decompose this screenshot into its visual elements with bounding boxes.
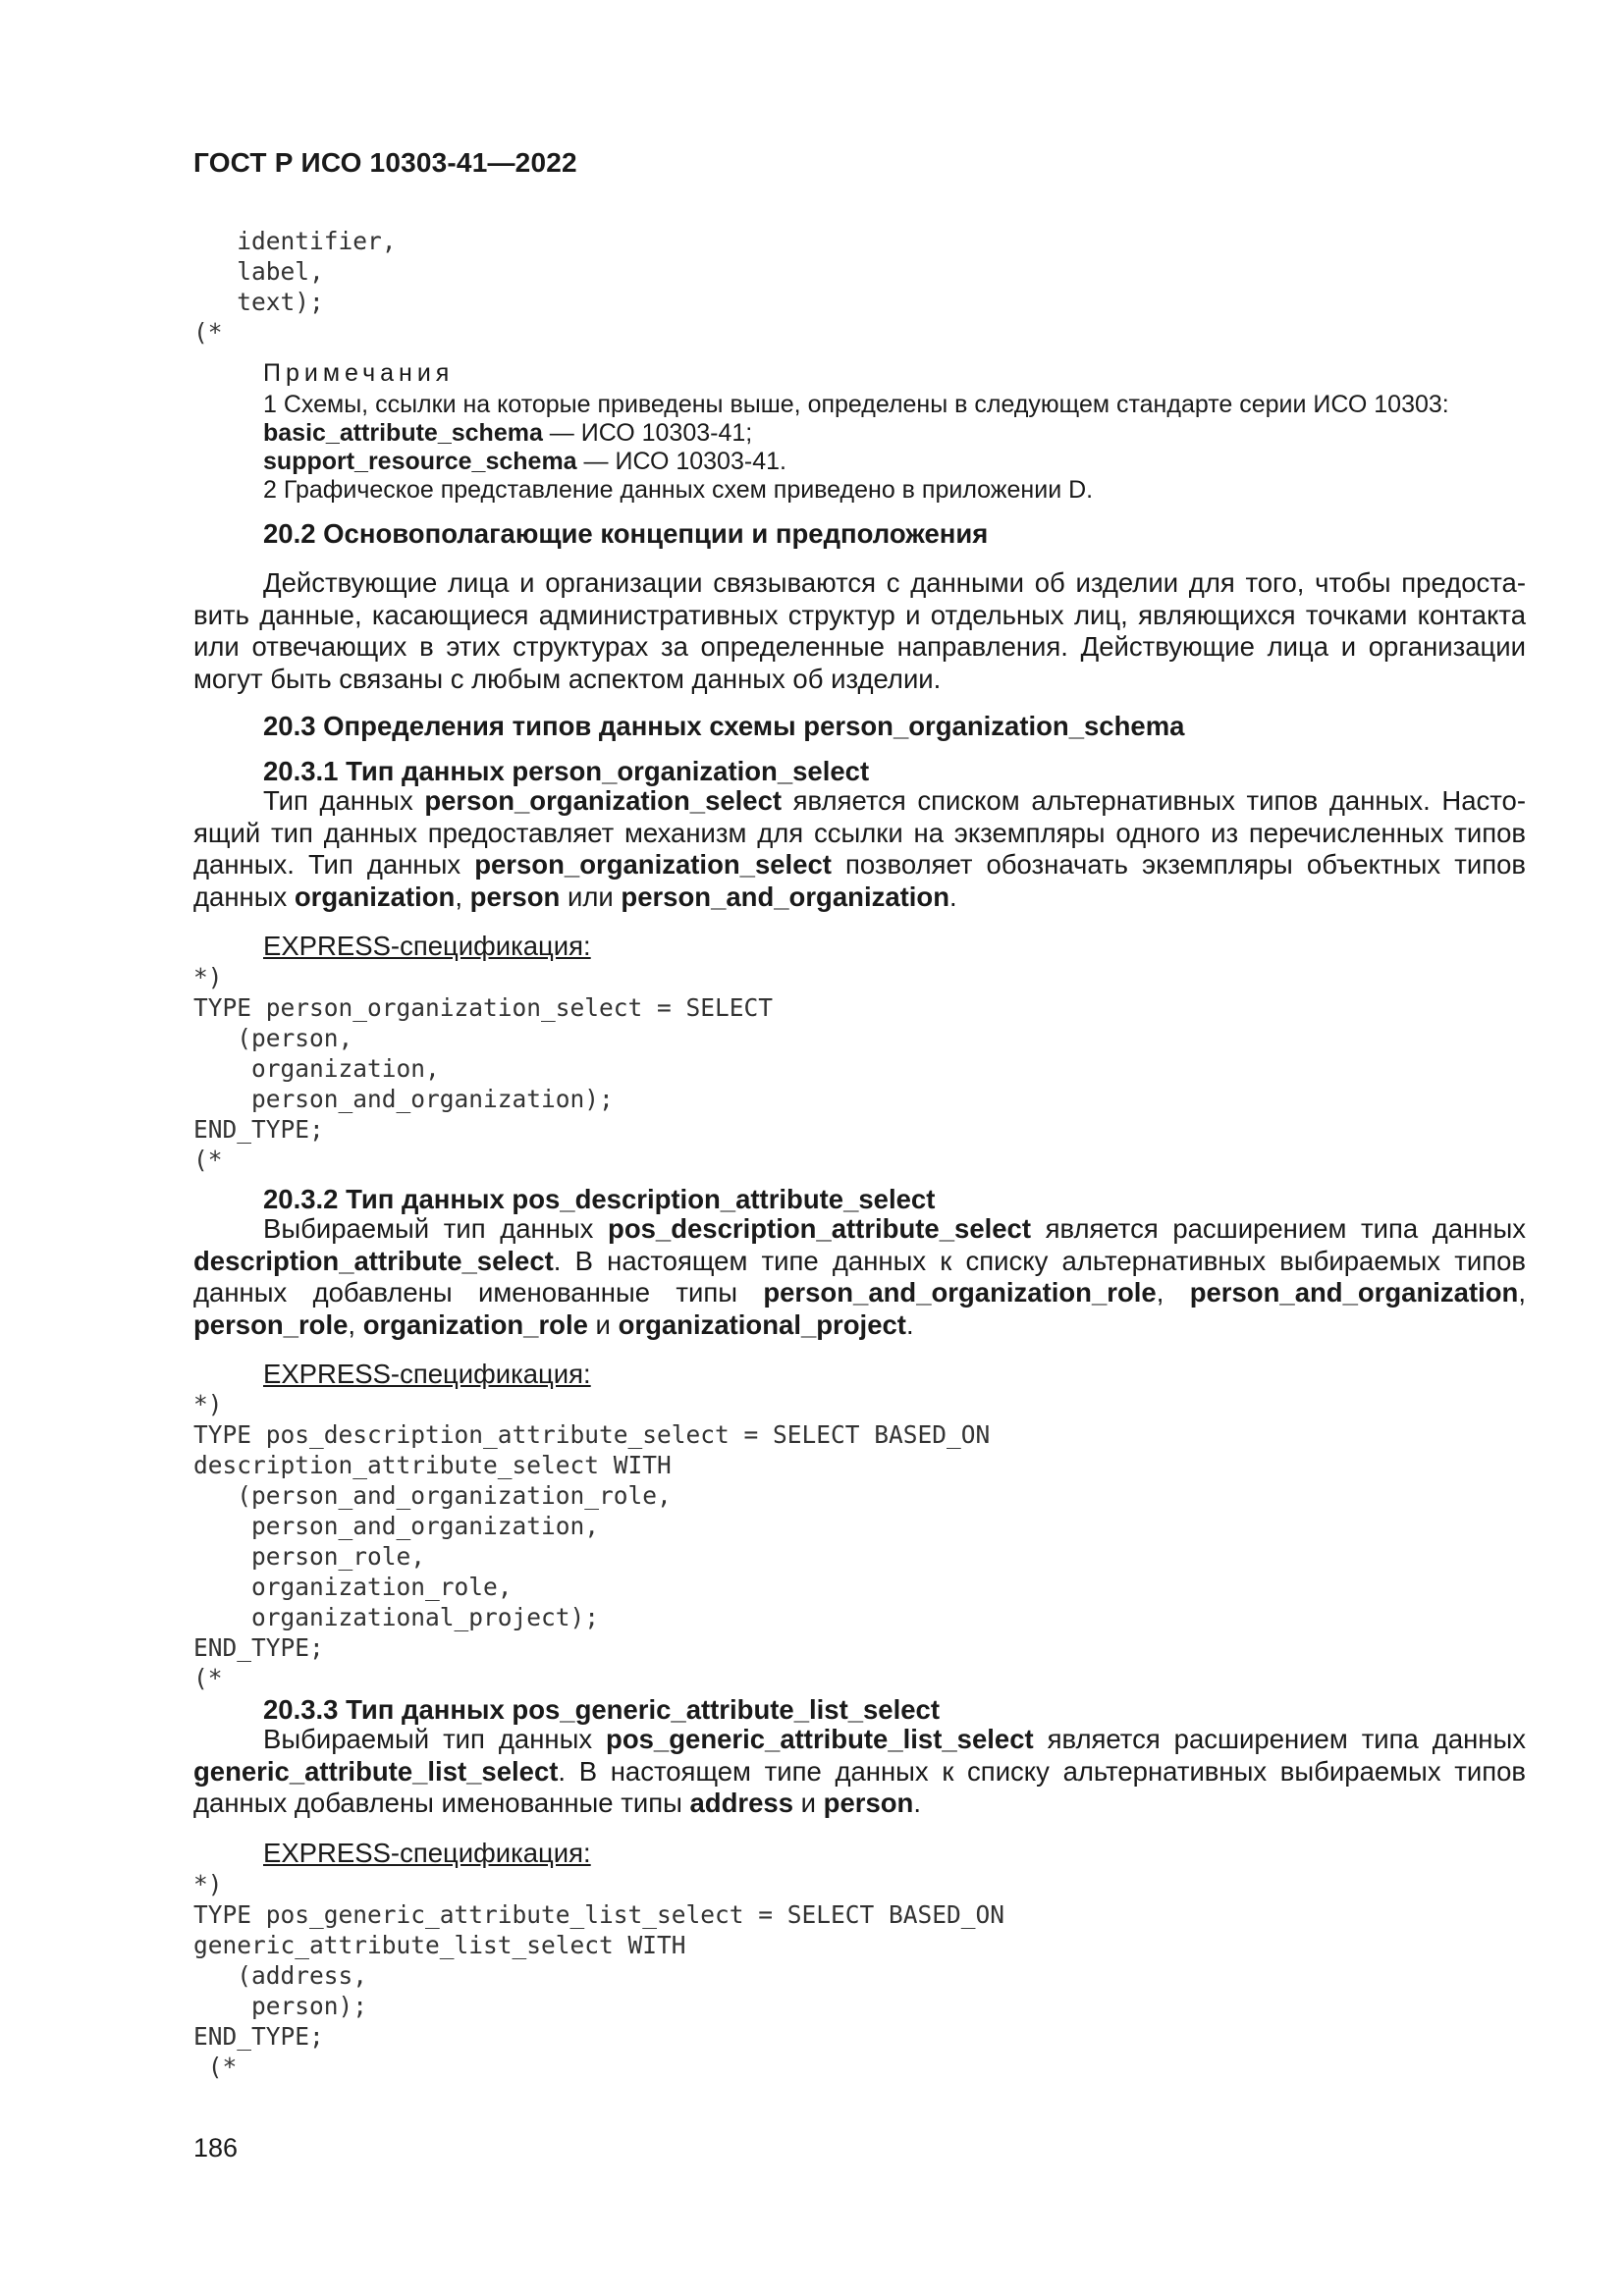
text: данных [193, 881, 295, 912]
code-line: person); [193, 1992, 368, 2020]
page-number: 186 [193, 2133, 239, 2163]
paragraph-line [193, 1724, 1526, 1756]
code-line: TYPE pos_generic_attribute_list_select = SELECT BASED_ON [193, 1900, 1005, 1929]
paragraph-line [193, 1309, 1526, 1342]
notes-title: Примечания [263, 359, 455, 387]
code-line: TYPE person_organization_select = SELECT [193, 993, 774, 1022]
text: является расширением типа данных [1033, 1724, 1527, 1754]
text: является расширением типа данных [1031, 1213, 1526, 1244]
code-line: organization, [193, 1054, 440, 1083]
section-heading-20-3-3: 20.3.3 Тип данных pos_generic_attribute_list_select [263, 1694, 940, 1725]
notes-block [263, 359, 1530, 505]
paragraph-line [193, 785, 1526, 818]
code-line: (* [193, 318, 223, 347]
express-spec-label: EXPRESS-спецификация: [263, 1838, 591, 1868]
text: данных добавлены именованные типы [193, 1788, 690, 1818]
code-line: description_attribute_select WITH [193, 1451, 672, 1479]
paragraph-line [193, 1756, 1526, 1789]
paragraph-line: или отвечающих в этих структурах за определенные направления. Действующие лица и организации [193, 631, 1526, 662]
text: данных добавлены именованные типы [193, 1277, 764, 1308]
code-line: *) [193, 1870, 223, 1898]
text: . [905, 1308, 914, 1340]
type-name: person [469, 881, 561, 912]
section-heading-20-3-2: 20.3.2 Тип данных pos_description_attribute_select [263, 1184, 936, 1214]
code-line: (* [193, 2053, 238, 2081]
text: или [560, 881, 622, 912]
paragraph-20-3-2 [193, 1213, 1526, 1341]
code-line: END_TYPE; [193, 1115, 324, 1144]
text: , [1518, 1277, 1526, 1308]
code-line: *) [193, 963, 223, 991]
code-line: label, [193, 257, 324, 286]
paragraph-line [193, 1277, 1526, 1309]
text: является списком альтернативных типов данных. Насто- [782, 785, 1526, 816]
code-line: person_and_organization); [193, 1085, 614, 1113]
code-line: TYPE pos_description_attribute_select = SELECT BASED_ON [193, 1420, 991, 1449]
paragraph-line [193, 1246, 1526, 1278]
note-line: 1 Схемы, ссылки на которые приведены выше, определены в следующем стандарте серии ИСО 10303: [263, 391, 1449, 418]
code-line: person_role, [193, 1542, 426, 1571]
type-name: generic_attribute_list_select [193, 1755, 559, 1787]
paragraph-line [193, 1213, 1526, 1246]
code-line: generic_attribute_list_select WITH [193, 1931, 686, 1959]
paragraph-20-2 [193, 567, 1526, 695]
code-line: (address, [193, 1961, 368, 1990]
paragraph-line: Действующие лица и организации связываются с данными об изделии для того, чтобы предоста- [263, 567, 1526, 598]
type-name: person_and_organization_role [763, 1277, 1157, 1308]
type-name: person_and_organization [1189, 1277, 1519, 1308]
note-text: — ИСО 10303-41. [576, 448, 786, 475]
type-name: address [689, 1788, 793, 1818]
express-spec-label: EXPRESS-спецификация: [263, 931, 591, 961]
schema-name: support_resource_schema [263, 448, 577, 475]
code-line: (* [193, 1664, 223, 1692]
section-heading-20-2: 20.2 Основополагающие концепции и предположения [263, 518, 989, 549]
code-line: (person, [193, 1024, 353, 1052]
paragraph-20-3-3 [193, 1724, 1526, 1820]
code-line: (person_and_organization_role, [193, 1481, 672, 1510]
text: , [455, 881, 470, 912]
text: . [913, 1788, 921, 1818]
paragraph-line [193, 881, 1526, 914]
text: , [348, 1308, 363, 1340]
code-line: organizational_project); [193, 1603, 600, 1631]
paragraph-line: ящий тип данных предоставляет механизм для ссылки на экземпляры одного из перечисленных типов [193, 817, 1526, 848]
type-name: description_attribute_select [193, 1245, 554, 1276]
text: Выбираемый тип данных [263, 1724, 607, 1754]
code-block-20-3-1 [193, 962, 773, 1175]
code-line: END_TYPE; [193, 2022, 324, 2051]
paragraph-20-3-1 [193, 785, 1526, 913]
code-line: *) [193, 1390, 223, 1418]
note-line [263, 448, 1530, 476]
type-name: person_role [193, 1308, 349, 1340]
type-name: person_organization_select [474, 849, 832, 880]
type-name: person [823, 1788, 914, 1818]
type-name: organization_role [362, 1308, 588, 1340]
type-name: organizational_project [618, 1308, 906, 1340]
text: позволяет обозначать экземпляры объектных типов [831, 849, 1526, 880]
section-heading-20-3: 20.3 Определения типов данных схемы person_organization_schema [263, 711, 1185, 741]
code-line: END_TYPE; [193, 1633, 324, 1662]
text: Выбираемый тип данных [263, 1213, 609, 1244]
text: и [587, 1308, 619, 1340]
text: . В настоящем типе данных к списку альтернативных выбираемых типов [558, 1755, 1526, 1787]
express-spec-label: EXPRESS-спецификация: [263, 1359, 591, 1389]
type-name: pos_generic_attribute_list_select [606, 1724, 1034, 1754]
paragraph-line: могут быть связаны с любым аспектом данных об изделии. [193, 663, 942, 694]
note-line: 2 Графическое представление данных схем приведено в приложении D. [263, 476, 1094, 504]
section-heading-20-3-1: 20.3.1 Тип данных person_organization_select [263, 756, 870, 786]
text: и [793, 1788, 824, 1818]
code-line: organization_role, [193, 1573, 513, 1601]
code-line: text); [193, 288, 324, 316]
code-line: person_and_organization, [193, 1512, 600, 1540]
note-line [263, 419, 1530, 448]
schema-name: basic_attribute_schema [263, 419, 543, 447]
text: . В настоящем типе данных к списку альтернативных выбираемых типов [553, 1245, 1526, 1276]
type-name: pos_description_attribute_select [608, 1213, 1031, 1244]
code-block-20-3-3 [193, 1869, 1004, 2082]
paragraph-line: вить данные, касающиеся административных структур и отдельных лиц, являющихся точками контакта [193, 599, 1526, 630]
code-line: (* [193, 1146, 223, 1174]
type-name: organization [294, 881, 456, 912]
paragraph-line [193, 1788, 1526, 1820]
type-name: person_and_organization [621, 881, 950, 912]
note-text: — ИСО 10303-41; [542, 419, 753, 447]
text: . [949, 881, 957, 912]
text: Тип данных [263, 785, 425, 816]
document-header: ГОСТ Р ИСО 10303-41—2022 [193, 147, 577, 178]
code-line: identifier, [193, 227, 397, 255]
code-block-top [193, 226, 397, 347]
text: данных. Тип данных [193, 849, 475, 880]
text: , [1156, 1277, 1190, 1308]
code-block-20-3-2 [193, 1389, 990, 1693]
paragraph-line [193, 849, 1526, 881]
type-name: person_organization_select [424, 785, 783, 816]
